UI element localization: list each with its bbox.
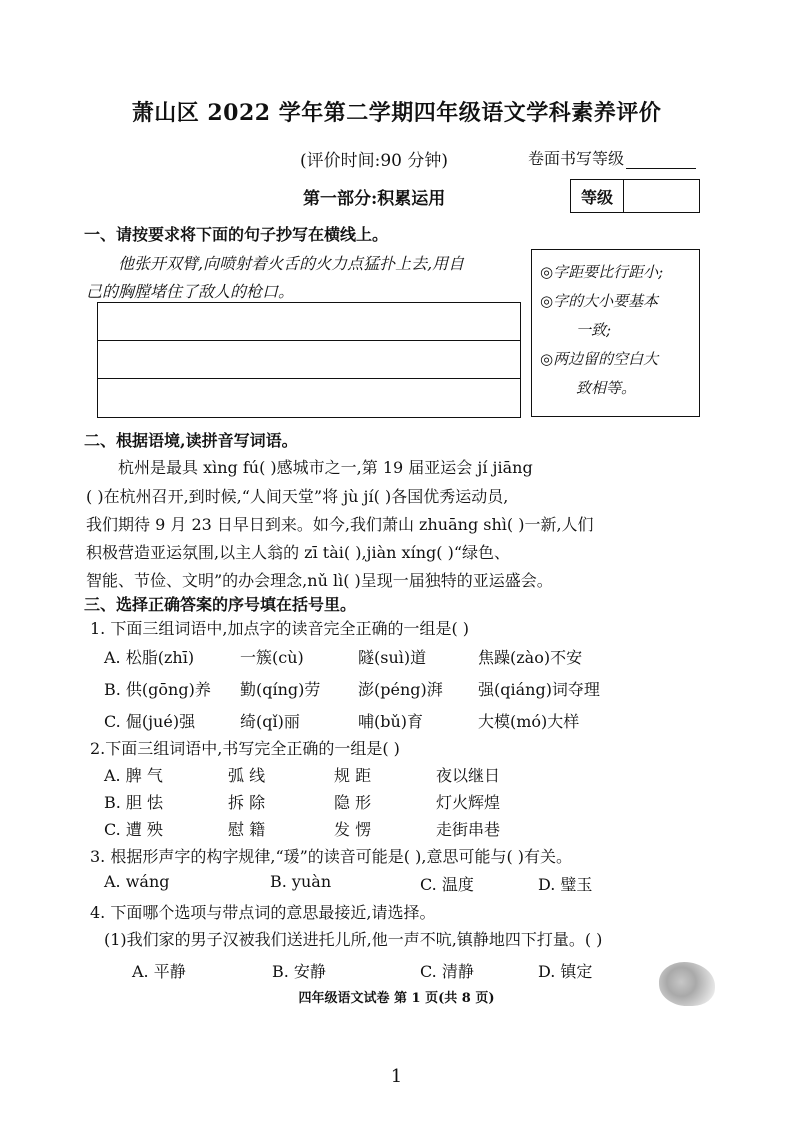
section1-heading: 一、请按要求将下面的句子抄写在横线上。: [84, 225, 389, 244]
tip-line: 致相等。: [576, 379, 637, 397]
writing-line: [98, 378, 520, 379]
section2-heading: 二、根据语境,读拼音写词语。: [84, 431, 298, 450]
pinyin-line: 我们期待 9 月 23 日早日到来。如今,我们萧山 zhuāng shì( )一新,人们: [86, 515, 594, 534]
q3-option: D. 璧玉: [538, 875, 593, 894]
q1-option: A. 松脂(zhī): [104, 648, 195, 667]
pinyin-line: ( )在杭州召开,到时候,“人间天堂”将 jù jí( )各国优秀运动员,: [86, 487, 509, 506]
q2-option: 规 距: [334, 766, 372, 785]
q2-option: C. 遭 殃: [104, 820, 163, 839]
q2-stem: 2.下面三组词语中,书写完全正确的一组是( ): [90, 739, 400, 758]
q3-stem: 3. 根据形声字的构字规律,“瑗”的读音可能是( ),意思可能与( )有关。: [90, 847, 573, 866]
q4-sub-question: (1)我们家的男子汉被我们送进托儿所,他一声不吭,镇静地四下打量。( ): [104, 930, 603, 949]
q2-option: 发 愣: [334, 820, 372, 839]
handwriting-grade-label: 卷面书写等级: [528, 146, 696, 169]
q4-option: B. 安静: [272, 962, 326, 981]
q2-option: 灯火辉煌: [436, 793, 501, 812]
handwriting-grade-blank[interactable]: [626, 154, 696, 169]
copy-sentence-line2: 己的胸膛堵住了敌人的枪口。: [86, 282, 295, 301]
page-footer: 四年级语文试卷 第 1 页(共 8 页): [298, 991, 495, 1006]
q2-option: 隐 形: [334, 793, 372, 812]
q1-option: 哺(bǔ)育: [358, 712, 424, 731]
page-number: 1: [390, 1066, 403, 1087]
q3-option: C. 温度: [420, 875, 474, 894]
grade-label: 等级: [571, 180, 624, 212]
q1-option: 焦躁(zào)不安: [478, 648, 583, 667]
tip-line: 一致;: [576, 321, 612, 339]
q1-option: 大模(mó)大样: [478, 712, 580, 731]
q1-option: 勤(qíng)劳: [240, 680, 321, 699]
section3-heading: 三、选择正确答案的序号填在括号里。: [84, 595, 357, 614]
pinyin-line: 杭州是最具 xìng fú( )感城市之一,第 19 届亚运会 jí jiāng: [118, 458, 533, 477]
q4-stem: 4. 下面哪个选项与带点词的意思最接近,请选择。: [90, 903, 436, 922]
q2-option: B. 胆 怯: [104, 793, 164, 812]
q4-option: C. 清静: [420, 962, 474, 981]
q1-option: 绮(qǐ)丽: [240, 712, 300, 731]
tip-line: ◎字的大小要基本: [540, 292, 659, 310]
copy-sentence-line1: 他张开双臂,向喷射着火舌的火力点猛扑上去,用自: [118, 254, 465, 273]
q2-option: 走街串巷: [436, 820, 501, 839]
writing-line: [98, 340, 520, 341]
q1-option: 一簇(cù): [240, 648, 304, 667]
q2-option: 拆 除: [228, 793, 266, 812]
tip-line: ◎两边留的空白大: [540, 350, 659, 368]
q1-stem: 1. 下面三组词语中,加点字的读音完全正确的一组是( ): [90, 619, 470, 638]
q2-option: 慰 籍: [228, 820, 266, 839]
exam-time: (评价时间:90 分钟): [300, 151, 449, 171]
pinyin-line: 智能、节俭、文明”的办会理念,nǔ lì( )呈现一届独特的亚运盛会。: [86, 571, 553, 590]
q2-option: A. 脾 气: [104, 766, 163, 785]
grade-blank[interactable]: [624, 180, 699, 212]
part-heading: 第一部分:积累运用: [303, 189, 446, 209]
writing-tips-box: [531, 249, 700, 417]
writing-box[interactable]: [97, 302, 521, 418]
q4-option: D. 镇定: [538, 962, 593, 981]
q4-option: A. 平静: [132, 962, 186, 981]
q3-option: B. yuàn: [270, 872, 332, 891]
q3-option: A. wáng: [104, 872, 170, 891]
q1-option: 澎(péng)湃: [358, 680, 443, 699]
q1-option: B. 供(gōng)养: [104, 680, 211, 699]
q1-option: C. 倔(jué)强: [104, 712, 196, 731]
q2-option: 弧 线: [228, 766, 266, 785]
q2-option: 夜以继日: [436, 766, 501, 785]
q1-option: 强(qiáng)词夺理: [478, 680, 600, 699]
tip-line: ◎字距要比行距小;: [540, 263, 664, 281]
page-title: 萧山区 2022 学年第二学期四年级语文学科素养评价: [131, 100, 662, 126]
grade-box: [570, 179, 700, 213]
pinyin-line: 积极营造亚运氛围,以主人翁的 zī tài( ),jiàn xíng( )“绿色、: [86, 543, 510, 562]
q1-option: 隧(suì)道: [358, 648, 427, 667]
